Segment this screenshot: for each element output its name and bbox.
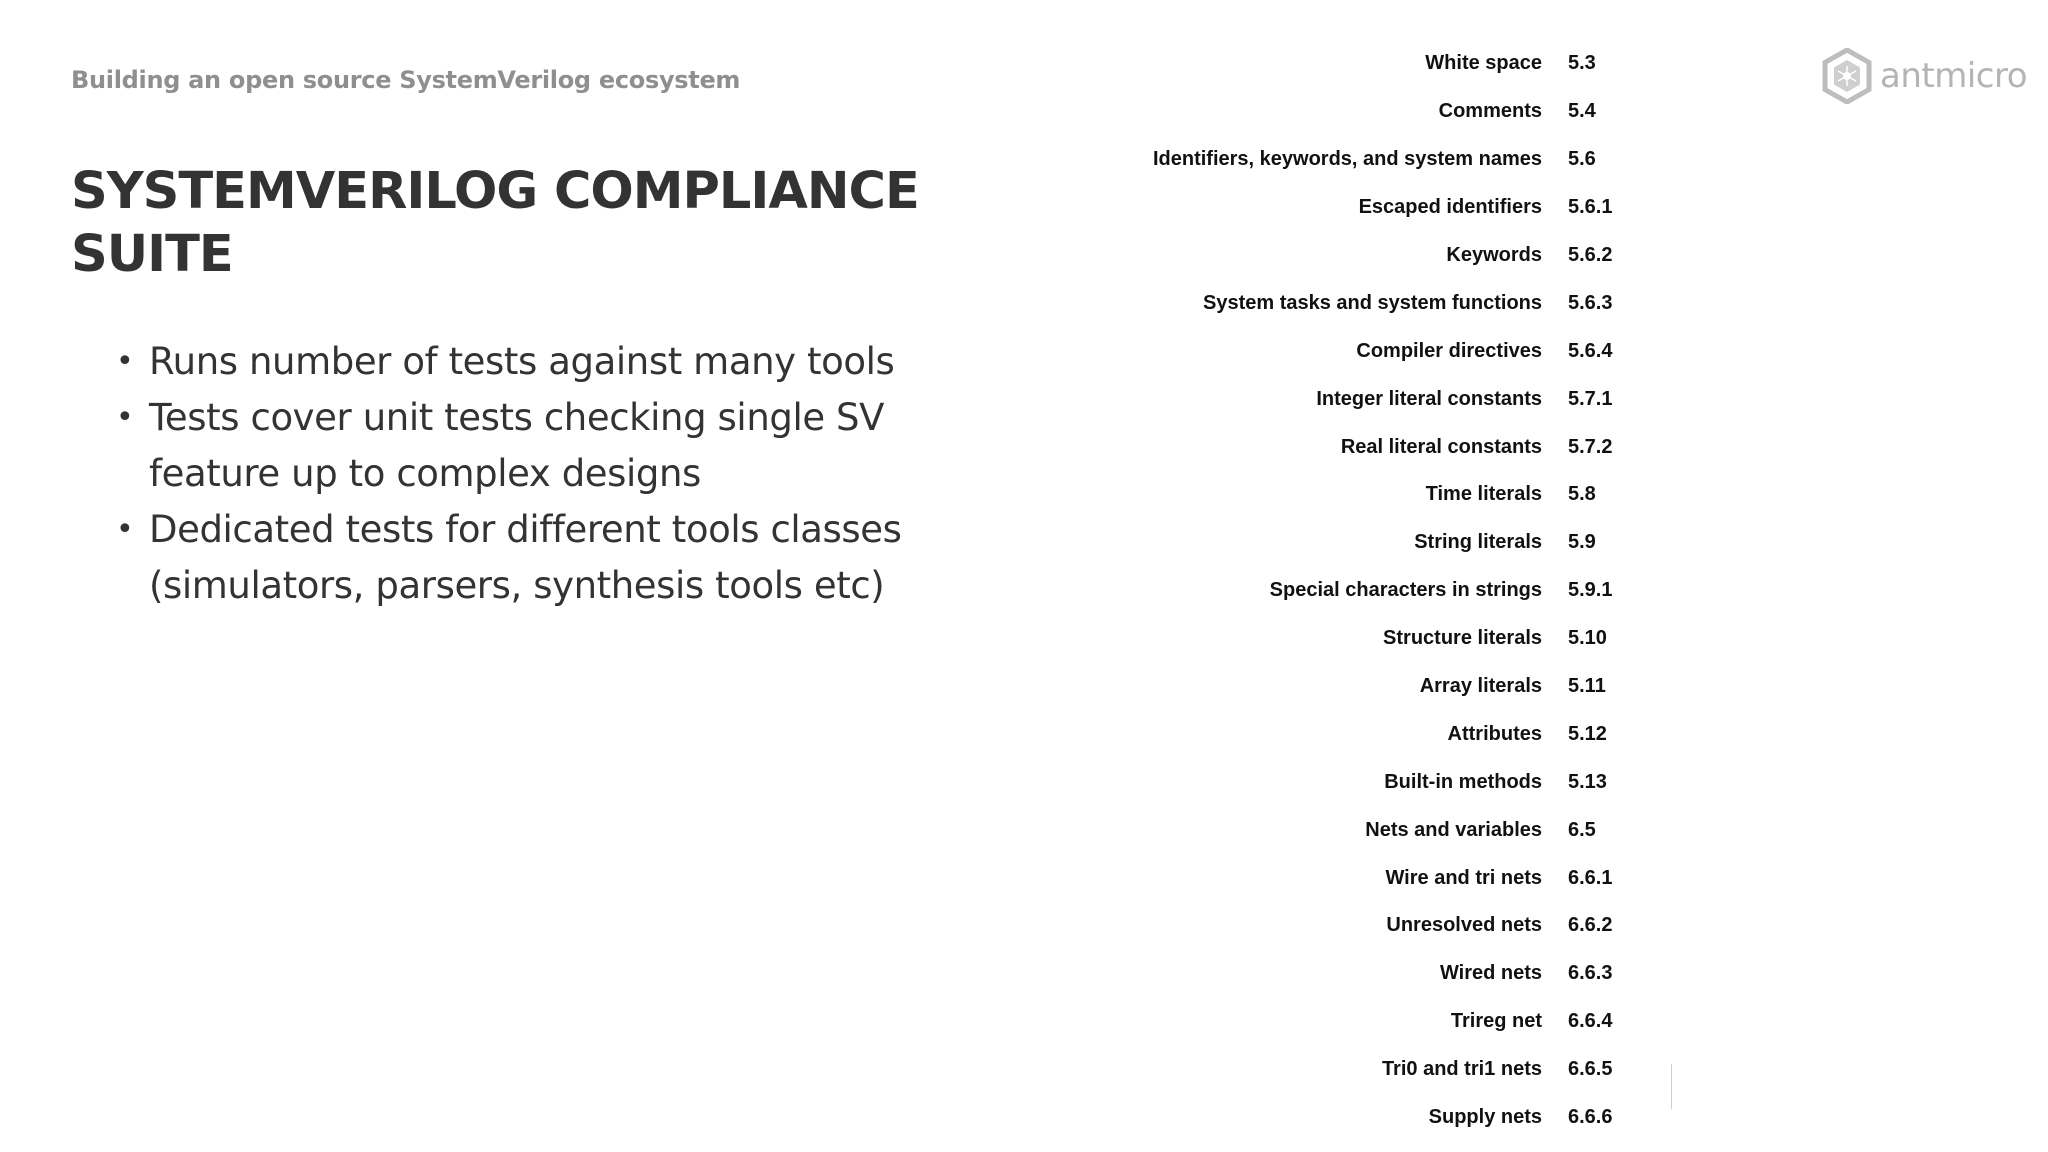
toc-label: Compiler directives <box>1356 339 1542 362</box>
toc-section-number: 5.9.1 <box>1568 579 1613 602</box>
toc-row <box>1040 806 1640 854</box>
toc-row <box>1040 998 1640 1046</box>
toc-section-number: 5.11 <box>1568 675 1606 698</box>
toc-label: Array literals <box>1419 675 1542 698</box>
toc-label: Trireg net <box>1450 1010 1542 1033</box>
compliance-test-list <box>1040 40 1640 1141</box>
bullet-dot-icon: • <box>116 344 134 379</box>
bullet-text: Runs number of tests against many tools <box>149 340 895 383</box>
toc-section-number: 5.6.1 <box>1568 196 1613 219</box>
toc-label: Keywords <box>1446 244 1542 266</box>
toc-section-number: 5.6.4 <box>1568 339 1613 362</box>
bullet-item <box>110 390 940 502</box>
toc-row <box>1040 471 1640 519</box>
toc-section-number: 6.6.2 <box>1568 914 1613 937</box>
toc-row <box>1040 567 1640 615</box>
bullet-text: Dedicated tests for different tools classes (simulators, parsers, synthesis tools etc) <box>149 508 902 607</box>
toc-section-number: 5.4 <box>1568 100 1596 123</box>
toc-row <box>1040 279 1640 327</box>
toc-label: Nets and variables <box>1365 818 1542 841</box>
bullet-list <box>110 334 940 614</box>
toc-section-number: 5.6.2 <box>1568 244 1613 266</box>
toc-label: Supply nets <box>1428 1106 1542 1129</box>
toc-label: Structure literals <box>1383 627 1542 650</box>
toc-row <box>1040 758 1640 806</box>
toc-section-number: 5.6.3 <box>1568 291 1613 314</box>
toc-section-number: 6.6.4 <box>1568 1010 1613 1033</box>
toc-row <box>1040 423 1640 471</box>
toc-label: Time literals <box>1425 483 1542 506</box>
toc-label: Escaped identifiers <box>1358 196 1542 219</box>
toc-section-number: 5.8 <box>1568 483 1596 506</box>
slide-title-line-1: SYSTEMVERILOG COMPLIANCE <box>71 162 919 221</box>
toc-row <box>1040 1046 1640 1094</box>
toc-section-number: 5.9 <box>1568 531 1596 554</box>
slide-title <box>71 160 931 286</box>
toc-row <box>1040 1094 1640 1142</box>
antmicro-logo <box>1822 48 2027 104</box>
toc-row <box>1040 663 1640 711</box>
toc-row <box>1040 615 1640 663</box>
toc-row <box>1040 184 1640 232</box>
toc-label: Special characters in strings <box>1269 579 1542 602</box>
toc-section-number: 6.6.1 <box>1568 866 1613 889</box>
toc-section-number: 5.7.1 <box>1568 387 1613 410</box>
toc-section-number: 6.6.5 <box>1568 1058 1613 1081</box>
toc-label: Integer literal constants <box>1316 387 1542 410</box>
toc-section-number: 6.5 <box>1568 818 1596 841</box>
bullet-text: Tests cover unit tests checking single SV feature up to complex designs <box>149 396 885 495</box>
toc-row <box>1040 88 1640 136</box>
slide-title-line-2: SUITE <box>71 225 233 284</box>
toc-label: Built-in methods <box>1384 770 1542 793</box>
toc-row <box>1040 327 1640 375</box>
toc-label: Attributes <box>1447 722 1542 745</box>
toc-label: Unresolved nets <box>1386 914 1542 937</box>
toc-row <box>1040 375 1640 423</box>
bullet-dot-icon: • <box>116 512 134 547</box>
toc-section-number: 5.13 <box>1568 770 1607 793</box>
toc-section-number: 5.12 <box>1568 722 1607 745</box>
divider-line <box>1671 1064 1672 1109</box>
toc-row <box>1040 710 1640 758</box>
toc-section-number: 6.6.6 <box>1568 1106 1613 1129</box>
toc-label: Wire and tri nets <box>1385 866 1542 889</box>
toc-label: Tri0 and tri1 nets <box>1381 1058 1542 1081</box>
toc-row <box>1040 902 1640 950</box>
toc-label: System tasks and system functions <box>1202 291 1542 314</box>
toc-section-number: 5.6 <box>1568 148 1596 171</box>
toc-label: Real literal constants <box>1340 435 1542 458</box>
toc-row <box>1040 519 1640 567</box>
bullet-item <box>110 502 940 614</box>
toc-row <box>1040 40 1640 88</box>
antmicro-logo-text: antmicro <box>1880 56 2028 96</box>
bullet-dot-icon: • <box>116 400 134 435</box>
deck-subtitle: Building an open source SystemVerilog ecosystem <box>71 66 741 94</box>
toc-row <box>1040 950 1640 998</box>
toc-row <box>1040 136 1640 184</box>
toc-row <box>1040 232 1640 280</box>
toc-row <box>1040 854 1640 902</box>
toc-section-number: 5.3 <box>1568 52 1596 75</box>
toc-section-number: 5.10 <box>1568 627 1607 650</box>
toc-label: White space <box>1425 52 1542 75</box>
toc-section-number: 6.6.3 <box>1568 962 1613 985</box>
antmicro-hexagon-icon <box>1822 48 1872 104</box>
toc-label: Wired nets <box>1439 962 1542 985</box>
toc-label: Identifiers, keywords, and system names <box>1152 148 1542 171</box>
toc-label: String literals <box>1414 531 1542 554</box>
bullet-item <box>110 334 940 390</box>
toc-section-number: 5.7.2 <box>1568 435 1613 458</box>
toc-label: Comments <box>1438 100 1542 123</box>
